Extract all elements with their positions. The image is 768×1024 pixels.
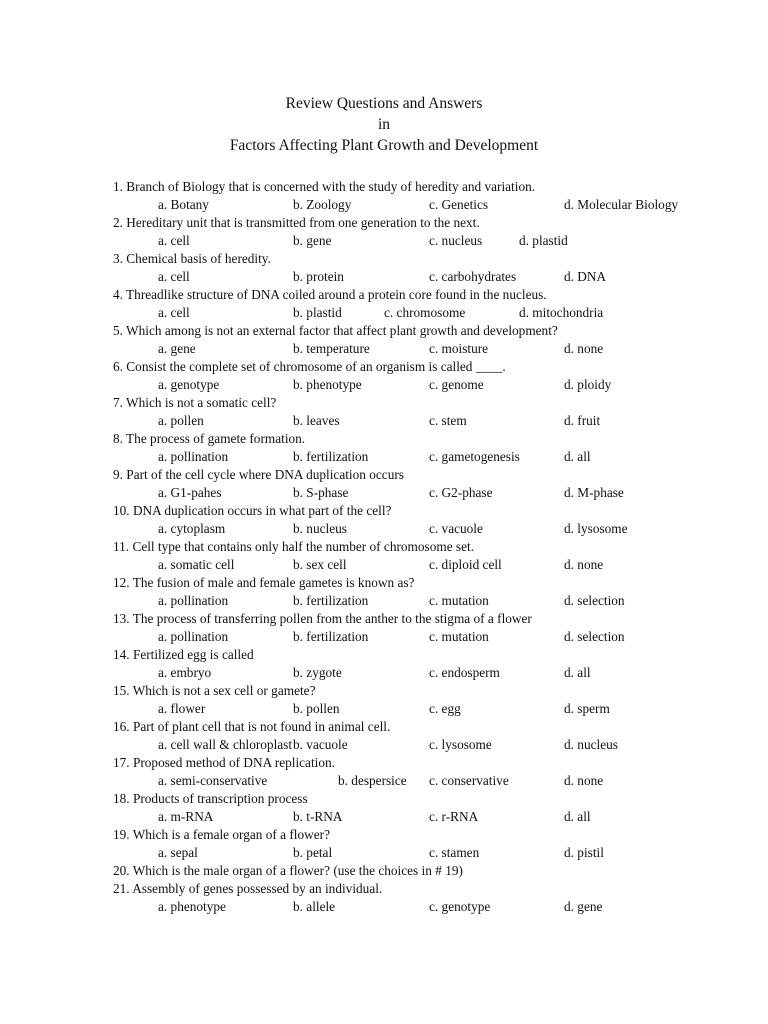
answer-choices [113,304,753,322]
answer-choice-b: b. zygote [293,665,342,680]
answer-choice-c: c. conservative [429,773,509,788]
answer-choice-d: d. Molecular Biology [564,197,679,212]
answer-choices [113,898,753,916]
document-title: Review Questions and Answers [285,95,483,112]
answer-choice-d: d. mitochondria [519,305,604,320]
answer-choices [113,376,753,394]
answer-choice-d: d. all [564,665,591,680]
answer-choice-c: c. genotype [429,899,491,914]
question-text: 1. Branch of Biology that is concerned with the study of heredity and variation. [113,179,536,194]
answer-choice-d: d. ploidy [564,377,612,392]
answer-choice-b: b. plastid [293,305,342,320]
question-text: 2. Hereditary unit that is transmitted from one generation to the next. [113,215,480,230]
answer-choice-b: b. vacuole [293,737,348,752]
answer-choice-b: b. despersice [338,773,407,788]
question-text: 21. Assembly of genes possessed by an individual. [113,881,383,896]
answer-choice-d: d. none [564,773,604,788]
answer-choice-b: b. sex cell [293,557,347,572]
answer-choice-c: c. moisture [429,341,489,356]
answer-choice-a: a. somatic cell [158,557,235,572]
answer-choice-c: c. mutation [429,629,489,644]
question-text: 7. Which is not a somatic cell? [113,395,277,410]
answer-choice-b: b. fertilization [293,629,369,644]
answer-choice-a: a. cell [158,233,190,248]
answer-choice-a: a. sepal [158,845,198,860]
answer-choice-b: b. leaves [293,413,340,428]
document-title-connector: in [377,116,391,133]
question-text: 16. Part of plant cell that is not found in animal cell. [113,719,391,734]
answer-choice-a: a. pollination [158,449,229,464]
question-text: 15. Which is not a sex cell or gamete? [113,683,316,698]
answer-choice-c: c. egg [429,701,461,716]
answer-choices [113,232,753,250]
question-text: 13. The process of transferring pollen from the anther to the stigma of a flower [113,611,532,626]
answer-choice-c: c. vacuole [429,521,483,536]
question-text: 8. The process of gamete formation. [113,431,306,446]
answer-choices [113,700,753,718]
answer-choice-c: c. nucleus [429,233,483,248]
answer-choice-d: d. M-phase [564,485,624,500]
answer-choice-c: c. lysosome [429,737,492,752]
answer-choice-d: d. all [564,809,591,824]
answer-choice-b: b. protein [293,269,344,284]
answer-choice-a: a. cell wall & chloroplast [158,737,293,752]
answer-choices [113,448,753,466]
answer-choice-a: a. pollen [158,413,204,428]
answer-choice-c: c. diploid cell [429,557,502,572]
answer-choice-b: b. pollen [293,701,340,716]
answer-choice-b: b. Zoology [293,197,352,212]
question-text: 19. Which is a female organ of a flower? [113,827,330,842]
question-text: 5. Which among is not an external factor that affect plant growth and development? [113,323,558,338]
answer-choice-a: a. embryo [158,665,212,680]
answer-choices [113,664,753,682]
answer-choice-c: c. stamen [429,845,480,860]
answer-choice-b: b. phenotype [293,377,362,392]
answer-choices [113,412,753,430]
answer-choices [113,196,753,214]
answer-choice-d: d. sperm [564,701,610,716]
answer-choice-a: a. cytoplasm [158,521,226,536]
answer-choice-b: b. temperature [293,341,370,356]
answer-choice-c: c. genome [429,377,484,392]
answer-choice-a: a. semi-conservative [158,773,268,788]
answer-choices [113,340,753,358]
answer-choice-b: b. fertilization [293,593,369,608]
answer-choice-c: c. endosperm [429,665,500,680]
answer-choices [113,520,753,538]
question-text: 9. Part of the cell cycle where DNA duplication occurs [113,467,404,482]
answer-choice-d: d. plastid [519,233,568,248]
question-text: 3. Chemical basis of heredity. [113,251,271,266]
answer-choice-d: d. none [564,341,604,356]
document-subtitle: Factors Affecting Plant Growth and Development [229,137,539,154]
answer-choice-c: c. gametogenesis [429,449,520,464]
answer-choices [113,592,753,610]
answer-choices [113,736,753,754]
answer-choice-b: b. t-RNA [293,809,343,824]
answer-choice-d: d. all [564,449,591,464]
answer-choice-d: d. lysosome [564,521,628,536]
question-text: 4. Threadlike structure of DNA coiled around a protein core found in the nucleus. [113,287,547,302]
answer-choice-a: a. pollination [158,593,229,608]
answer-choice-c: c. r-RNA [429,809,479,824]
answer-choice-c: c. carbohydrates [429,269,517,284]
answer-choices [113,556,753,574]
answer-choice-c: c. stem [429,413,467,428]
question-text: 10. DNA duplication occurs in what part of the cell? [113,503,392,518]
answer-choice-b: b. S-phase [293,485,349,500]
answer-choice-c: c. chromosome [384,305,466,320]
answer-choice-b: b. gene [293,233,332,248]
answer-choices [113,772,753,790]
answer-choice-b: b. fertilization [293,449,369,464]
answer-choice-a: a. pollination [158,629,229,644]
answer-choice-a: a. flower [158,701,206,716]
answer-choices [113,808,753,826]
answer-choice-b: b. nucleus [293,521,347,536]
answer-choice-a: a. m-RNA [158,809,214,824]
answer-choice-d: d. pistil [564,845,604,860]
question-text: 18. Products of transcription process [113,791,308,806]
answer-choice-d: d. selection [564,629,625,644]
answer-choice-c: c. Genetics [429,197,489,212]
answer-choice-d: d. fruit [564,413,601,428]
answer-choice-d: d. selection [564,593,625,608]
answer-choice-a: a. genotype [158,377,220,392]
answer-choice-b: b. allele [293,899,336,914]
answer-choice-a: a. cell [158,305,190,320]
answer-choice-a: a. cell [158,269,190,284]
answer-choice-c: c. mutation [429,593,489,608]
question-text: 11. Cell type that contains only half the number of chromosome set. [113,539,475,554]
question-text: 20. Which is the male organ of a flower? (use the choices in # 19) [113,863,463,878]
question-list [113,178,753,916]
question-text: 14. Fertilized egg is called [113,647,254,662]
answer-choices [113,484,753,502]
answer-choice-a: a. gene [158,341,196,356]
answer-choice-d: d. none [564,557,604,572]
answer-choice-d: d. nucleus [564,737,618,752]
answer-choices [113,844,753,862]
answer-choice-b: b. petal [293,845,333,860]
answer-choices [113,628,753,646]
answer-choice-a: a. G1-pahes [158,485,222,500]
answer-choice-d: d. gene [564,899,603,914]
question-text: 12. The fusion of male and female gametes is known as? [113,575,415,590]
question-text: 6. Consist the complete set of chromosome of an organism is called ____. [113,359,506,374]
answer-choice-d: d. DNA [564,269,607,284]
answer-choice-a: a. Botany [158,197,209,212]
answer-choice-c: c. G2-phase [429,485,493,500]
answer-choice-a: a. phenotype [158,899,226,914]
question-text: 17. Proposed method of DNA replication. [113,755,335,770]
answer-choices [113,268,753,286]
